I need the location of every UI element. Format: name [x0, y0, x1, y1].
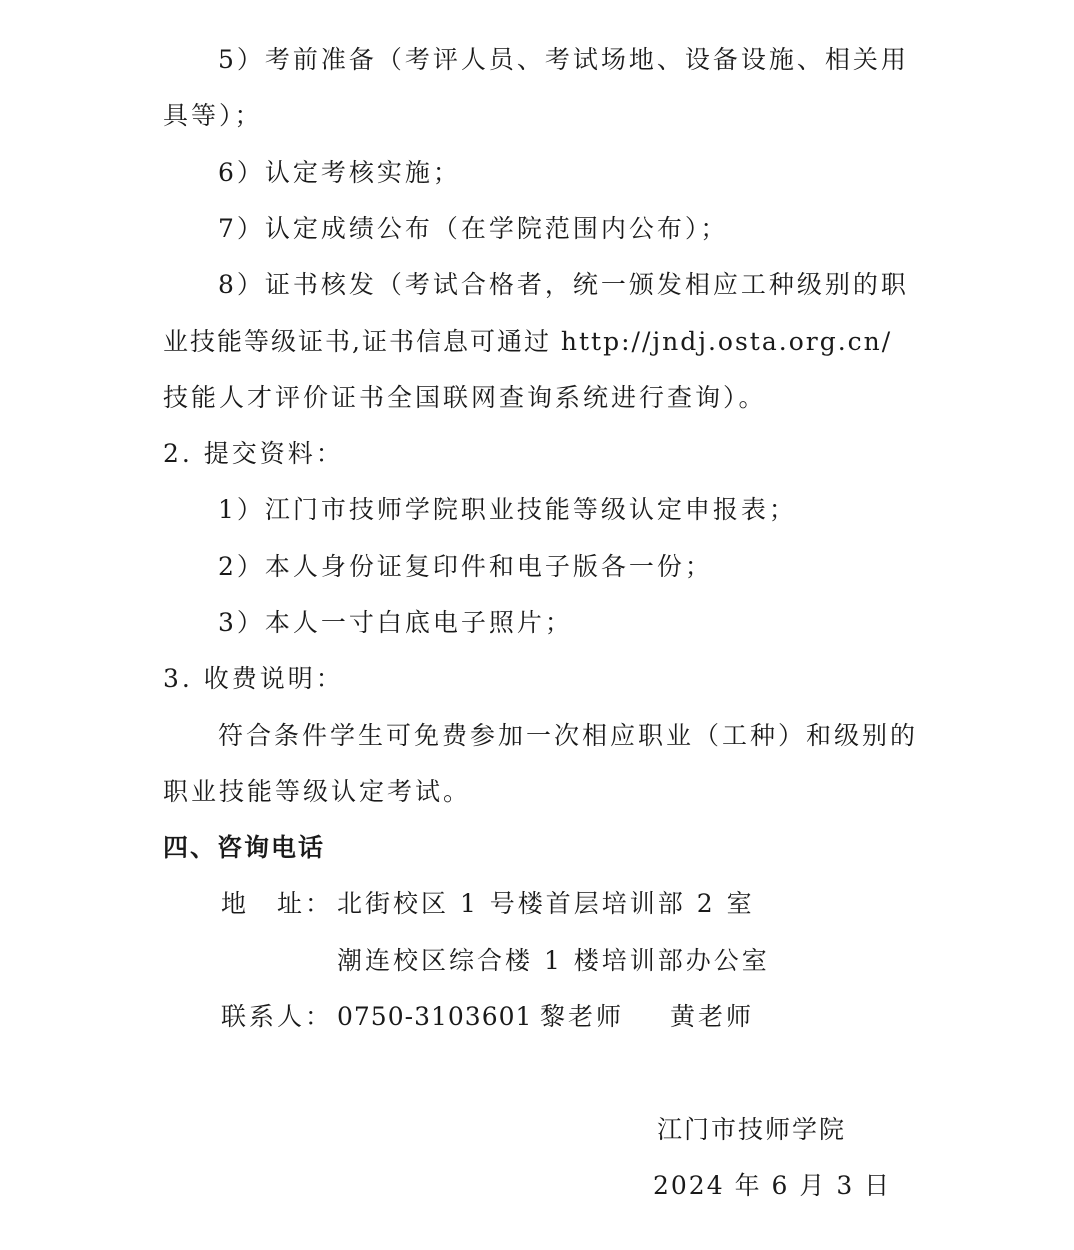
contact-person-2: 黄老师 — [670, 1002, 755, 1031]
step-8-line-1: 8）证书核发（考试合格者，统一颁发相应工种级别的职 — [218, 270, 909, 299]
step-6: 6）认定考核实施； — [218, 158, 461, 187]
step-8-line-2: 业技能等级证书,证书信息可通过 http://jndj.osta.org.cn/ — [163, 327, 893, 356]
address-line-1: 北街校区 1 号楼首层培训部 2 室 — [337, 889, 755, 918]
fees-line-1: 符合条件学生可免费参加一次相应职业（工种）和级别的 — [218, 721, 919, 750]
fees-heading: 3. 收费说明： — [163, 664, 344, 693]
contact-phone: 0750-3103601 — [337, 1002, 533, 1031]
address-line-2: 潮连校区综合楼 1 楼培训部办公室 — [337, 946, 770, 975]
materials-item-1: 1）江门市技师学院职业技能等级认定申报表； — [218, 495, 797, 524]
materials-heading: 2. 提交资料： — [163, 439, 344, 468]
step-7: 7）认定成绩公布（在学院范围内公布）； — [218, 214, 729, 243]
step-5-line-2: 具等）； — [163, 101, 263, 130]
signature-org: 江门市技师学院 — [657, 1115, 847, 1144]
materials-item-3: 3）本人一寸白底电子照片； — [218, 608, 573, 637]
step-8-line-3: 技能人才评价证书全国联网查询系统进行查询）。 — [163, 383, 767, 412]
contact-person-1: 黎老师 — [540, 1002, 625, 1031]
contact-label: 联系人： — [221, 1002, 334, 1031]
fees-line-2: 职业技能等级认定考试。 — [163, 777, 472, 806]
signature-date: 2024 年 6 月 3 日 — [653, 1171, 892, 1200]
materials-item-2: 2）本人身份证复印件和电子版各一份； — [218, 552, 713, 581]
step-5-line-1: 5）考前准备（考评人员、考试场地、设备设施、相关用 — [218, 45, 909, 74]
address-label: 地 址： — [221, 889, 334, 918]
contact-heading: 四、咨询电话 — [163, 833, 326, 862]
